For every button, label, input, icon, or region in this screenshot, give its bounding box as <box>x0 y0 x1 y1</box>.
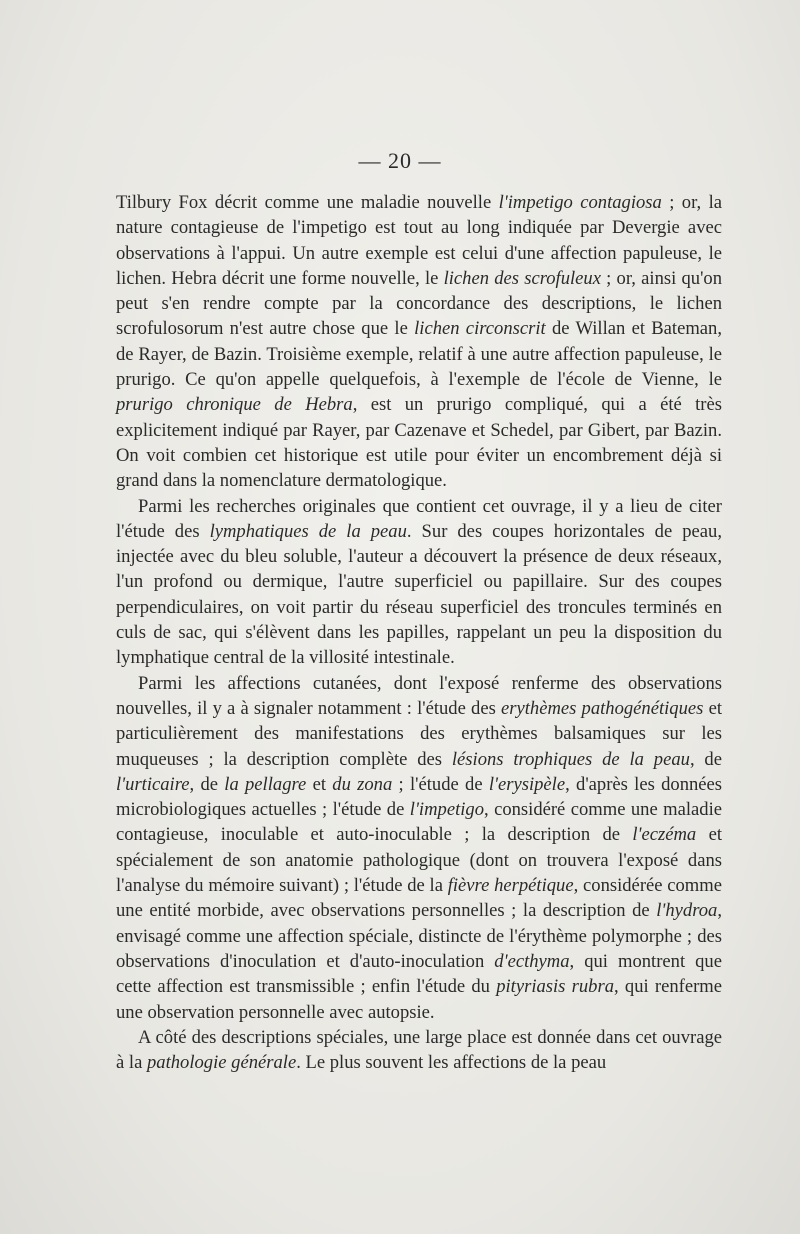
text-run: , considérée comme une entité morbide, avec observations personnelles ; la description de <box>116 875 722 922</box>
italic-term: fièvre herpétique <box>447 875 574 897</box>
text-run: , qui renferme une observation personnelle avec autopsie. <box>116 976 722 1023</box>
italic-term: lichen des scrofuleux <box>443 267 601 289</box>
italic-term: d'ecthyma <box>494 950 570 972</box>
text-run: , considéré comme une maladie contagieuse, inoculable et auto-inoculable ; la description de <box>116 799 722 846</box>
italic-term: l'impetigo <box>409 799 484 821</box>
body-text <box>116 190 722 1075</box>
italic-term: lésions trophiques de la peau <box>451 748 690 770</box>
paragraph-2 <box>116 494 722 671</box>
text-run: , de <box>189 773 225 795</box>
italic-term: la pellagre <box>224 773 307 795</box>
text-run: ; l'étude de <box>392 773 489 795</box>
paragraph-1 <box>116 190 722 494</box>
text-run: Parmi les affections cutanées, dont l'exposé renferme des observations nouvelles, il y a à signaler notamment : l'étude des <box>116 672 722 719</box>
text-run: , d'après les données microbiologiques actuelles ; l'étude de <box>116 773 723 821</box>
text-run: et particulièrement des manifestations des erythèmes balsamiques sur les muqueuses ; la description complète des <box>116 697 722 770</box>
text-run: , qui montrent que cette affection est transmissible ; enfin l'étude du <box>116 950 722 998</box>
text-run: . Sur des coupes horizontales de peau, injectée avec du bleu soluble, l'auteur a découvert la présence de deux réseaux, l'un profond ou dermique, l'autre superficiel ou papillaire. Sur des coupes perpendiculaires, on voit partir du réseau superficiel des troncules terminés en culs de sac, qui s'élèvent dans les papilles, rappelant un peu la disposition du lymphatique central de la villosité intestinale. <box>116 520 722 669</box>
italic-term: l'eczéma <box>632 824 697 846</box>
page-number: — 20 — <box>358 148 442 173</box>
text-run: , de <box>689 748 722 770</box>
italic-term: prurigo chronique de Hebra <box>116 394 353 416</box>
text-run: ; or, la nature contagieuse de l'impetigo est tout au long indiquée par Devergie avec observations à l'appui. Un autre exemple est celui d'une affection papuleuse, le lichen. Hebra décrit une forme nouvelle, le <box>116 192 722 289</box>
text-run: , est un prurigo compliqué, qui a été très explicitement indiqué par Rayer, par Cazenave et Schedel, par Gibert, par Bazin. On voit combien cet historique est utile pour éviter un encombrement déjà si grand dans la nomenclature dermatologique. <box>116 394 722 492</box>
italic-term: pityriasis rubra <box>496 976 615 998</box>
text-run: et spécialement de son anatomie pathologique (dont on trouvera l'exposé dans l'analyse du mémoire suivant) ; l'étude de la <box>116 824 722 897</box>
italic-term: l'urticaire <box>116 773 190 795</box>
text-run: de Willan et Bateman, de Rayer, de Bazin. Troisième exemple, relatif à une autre affection papuleuse, le prurigo. Ce qu'on appelle quelquefois, à l'exemple de l'école de Vienne, le <box>116 318 722 391</box>
italic-term: lichen circonscrit <box>414 318 546 340</box>
italic-term: l'impetigo contagiosa <box>498 192 662 213</box>
paragraph-3 <box>116 671 722 1025</box>
italic-term: pathologie générale <box>146 1052 297 1074</box>
italic-term: l'erysipèle <box>488 773 566 795</box>
text-run: Parmi les recherches originales que contient cet ouvrage, il y a lieu de citer l'étude des <box>116 495 722 542</box>
text-run: , envisagé comme une affection spéciale, distincte de l'érythème polymorphe ; des observations d'inoculation et d'auto-inoculation <box>116 900 722 972</box>
italic-term: lymphatiques de la peau <box>209 520 407 542</box>
text-run: et <box>306 773 333 795</box>
italic-term: l'hydroa <box>656 900 718 922</box>
italic-term: erythèmes pathogénétiques <box>500 697 704 719</box>
text-run: ; or, ainsi qu'on peut s'en rendre compte par la concordance des descriptions, le lichen scrofulosorum n'est autre chose que le <box>116 267 723 340</box>
text-run: . Le plus souvent les affections de la peau <box>296 1052 607 1074</box>
text-run: Tilbury Fox décrit comme une maladie nouvelle <box>116 192 499 213</box>
paragraph-4 <box>116 1025 722 1076</box>
text-run: A côté des descriptions spéciales, une large place est donnée dans cet ouvrage à la <box>116 1026 722 1074</box>
italic-term: du zona <box>332 773 393 795</box>
